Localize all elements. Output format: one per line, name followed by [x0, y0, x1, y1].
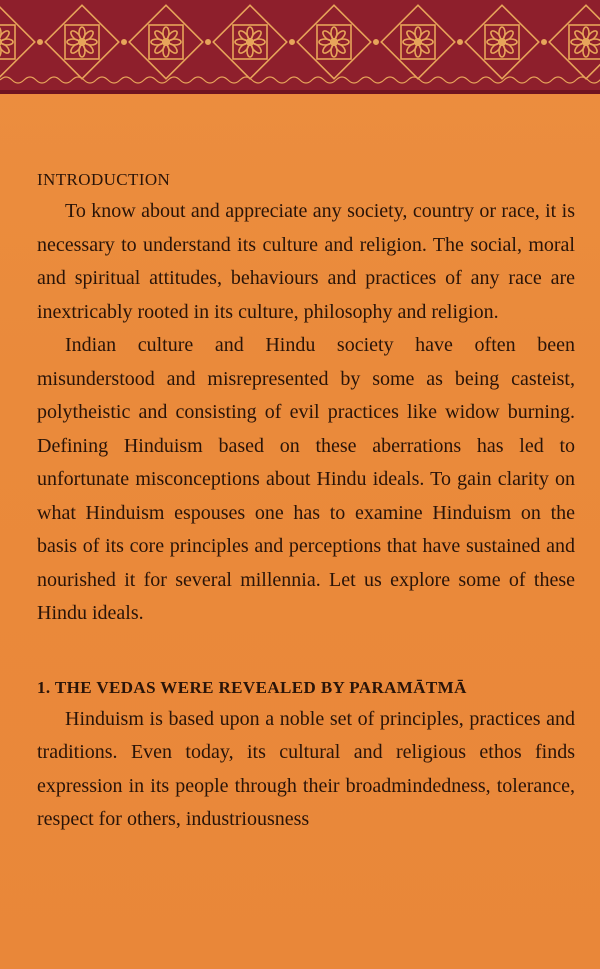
text-body: [37, 165, 575, 837]
paragraph-intro-2: Indian culture and Hindu society have often been misunderstood and misrepresented by some as being casteist, polytheistic and consisting of evil practices like widow burning. Defining Hinduism based on these aberrations has led to unfortunate misconceptions about Hindu ideals. To gain clarity on what Hinduism espouses one has to examine Hinduism on the basis of its core principles and perceptions that have sustained and nourished it for several millennia. Let us explore some of these Hindu ideals.: [37, 334, 575, 624]
mandala-motif: [129, 5, 210, 79]
decorative-border-band: [0, 0, 600, 94]
mandala-motif: [549, 5, 600, 79]
paragraph-intro-1: To know about and appreciate any society, country or race, it is necessary to understand its culture and religion. The social, moral and spiritual attitudes, behaviours and practices of any race are inextricably rooted in its culture, philosophy and religion.: [37, 200, 575, 323]
mandala-motif: [0, 5, 42, 79]
section-heading-introduction: INTRODUCTION: [37, 170, 171, 189]
wave-border-line: [0, 77, 600, 83]
mandala-motif: [381, 5, 462, 79]
mandala-motif: [297, 5, 378, 79]
border-edge: [0, 90, 600, 94]
paragraph-vedas-1: Hinduism is based upon a noble set of principles, practices and traditions. Even today, its cultural and religious ethos finds expression in its people through their broadmindedness, tolerance, respect for others, industriousness: [37, 707, 575, 830]
mandala-motif: [213, 5, 294, 79]
mandala-motif: [45, 5, 126, 79]
lotus-mandala-pattern-icon: [0, 0, 600, 94]
section-spacer: [37, 631, 575, 673]
section-heading-vedas: 1. THE VEDAS WERE REVEALED BY PARAMĀTMĀ: [37, 677, 467, 697]
mandala-motif: [465, 5, 546, 79]
